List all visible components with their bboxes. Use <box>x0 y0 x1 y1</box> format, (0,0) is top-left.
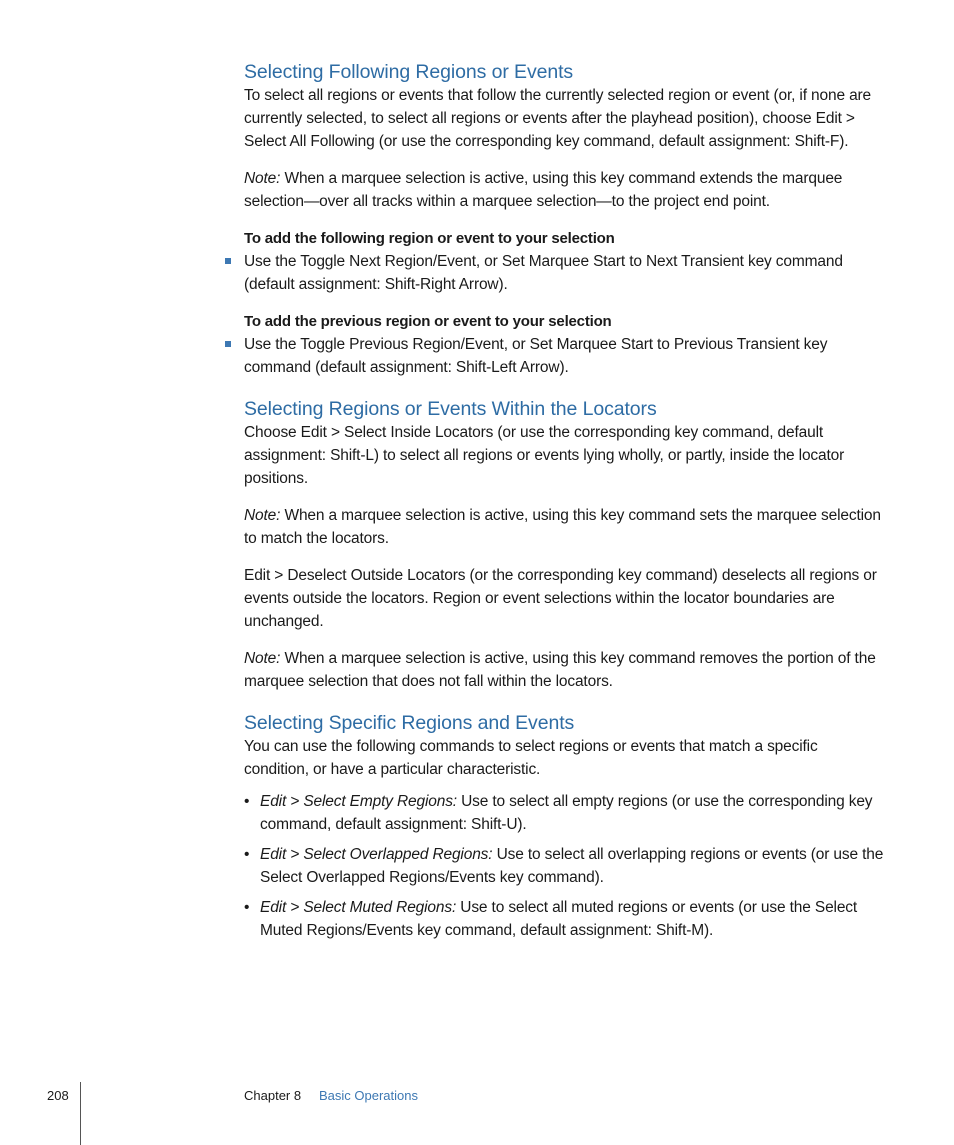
task-step-text: Use the Toggle Previous Region/Event, or Set Marquee Start to Previous Transient key command (default assignment: Shift-Left Arrow). <box>244 336 828 376</box>
task-step-add-previous <box>244 333 884 379</box>
note-text: When a marquee selection is active, using this key command extends the marquee selection—over all tracks within a marquee selection—to the project end point. <box>244 170 843 210</box>
note-label: Note: <box>244 650 281 667</box>
chapter-title: Basic Operations <box>319 1088 418 1103</box>
note-text: When a marquee selection is active, using this key command removes the portion of the marquee selection that does not fall within the locators. <box>244 650 876 690</box>
note-text: When a marquee selection is active, using this key command sets the marquee selection to match the locators. <box>244 507 881 547</box>
section-heading-following: Selecting Following Regions or Events <box>244 61 574 83</box>
command-description: Use to select all overlapping regions or events (or use the Select Overlapped Regions/Events key command). <box>260 846 884 886</box>
task-step-add-following <box>244 250 884 296</box>
command-term: Edit > Select Muted Regions: <box>260 899 457 916</box>
command-term: Edit > Select Overlapped Regions: <box>260 846 493 863</box>
task-step-text: Use the Toggle Next Region/Event, or Set Marquee Start to Next Transient key command (default assignment: Shift-Right Arrow). <box>244 253 843 293</box>
page-number: 208 <box>47 1088 69 1103</box>
note-locators-1 <box>244 504 884 550</box>
square-bullet-icon <box>225 341 231 347</box>
note-following <box>244 167 884 213</box>
task-title-add-previous: To add the previous region or event to your selection <box>244 313 612 330</box>
dot-bullet-icon: • <box>244 793 250 810</box>
task-title-add-following: To add the following region or event to your selection <box>244 230 615 247</box>
command-list <box>244 790 884 942</box>
note-locators-2 <box>244 647 884 693</box>
section-heading-locators: Selecting Regions or Events Within the Locators <box>244 398 657 420</box>
dot-bullet-icon: • <box>244 899 250 916</box>
section-heading-specific: Selecting Specific Regions and Events <box>244 712 575 734</box>
command-term: Edit > Select Empty Regions: <box>260 793 457 810</box>
dot-bullet-icon: • <box>244 846 250 863</box>
section-body-locators: Choose Edit > Select Inside Locators (or use the corresponding key command, default assignment: Shift-L) to select all regions or events lying wholly, or partly, inside the locator positions. <box>244 424 845 487</box>
section-body-deselect: Edit > Deselect Outside Locators (or the corresponding key command) deselects all regions or events outside the locators. Region or event selections within the locator boundaries are unchanged. <box>244 567 877 630</box>
section-body-following: To select all regions or events that follow the currently selected region or event (or, if none are currently selected, to select all regions or events after the playhead position), choose Edit > Select All Following (or use the corresponding key command, default assignment: Shift-F). <box>244 87 872 150</box>
chapter-label: Chapter 8 <box>244 1088 302 1103</box>
page-content <box>244 60 884 949</box>
note-label: Note: <box>244 170 281 187</box>
command-description: Use to select all empty regions (or use the corresponding key command, default assignment: Shift-U). <box>260 793 873 833</box>
square-bullet-icon <box>225 258 231 264</box>
list-item <box>244 843 884 889</box>
note-label: Note: <box>244 507 281 524</box>
list-item <box>244 790 884 836</box>
footer-divider <box>80 1082 81 1145</box>
command-description: Use to select all muted regions or events (or use the Select Muted Regions/Events key command, default assignment: Shift-M). <box>260 899 858 939</box>
section-body-specific: You can use the following commands to select regions or events that match a specific condition, or have a particular characteristic. <box>244 738 818 778</box>
page-footer <box>0 1082 954 1145</box>
list-item <box>244 896 884 942</box>
